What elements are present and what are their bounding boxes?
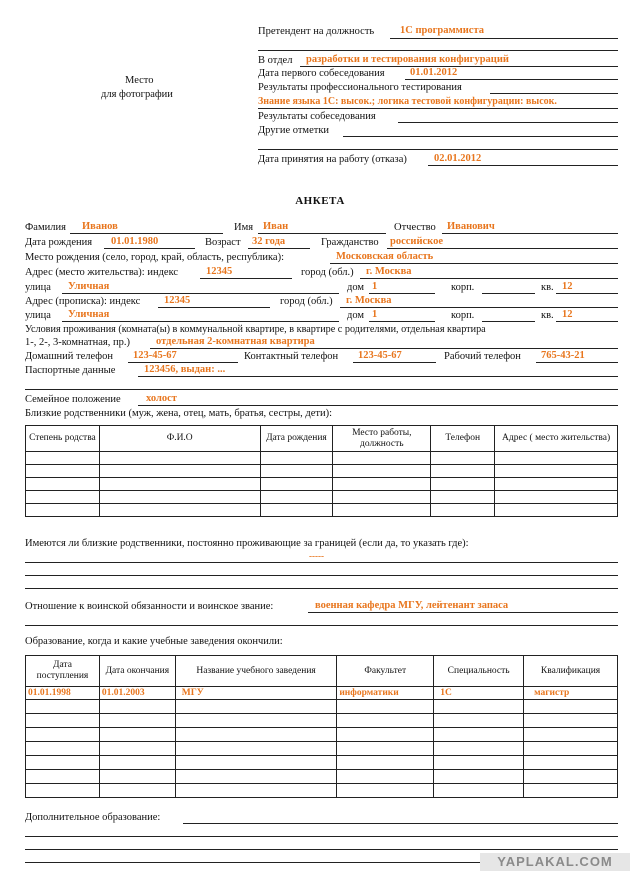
address-index-line bbox=[200, 278, 292, 279]
birthdate-value[interactable]: 01.01.1980 bbox=[111, 236, 159, 247]
birthplace-label: Место рождения (село, город, край, область, республика): bbox=[25, 252, 284, 263]
reg-index-value[interactable]: 12345 bbox=[164, 295, 191, 306]
additional-line-2 bbox=[25, 836, 618, 837]
rel-header-address: Адрес ( место жительства) bbox=[495, 426, 618, 452]
reg-city-line bbox=[340, 307, 618, 308]
dept-value[interactable]: разработки и тестирования конфигураций bbox=[306, 54, 509, 65]
blank-line-2 bbox=[258, 149, 618, 150]
dept-line bbox=[300, 66, 618, 67]
korp-label: корп. bbox=[451, 282, 475, 293]
edu-cell-name[interactable]: МГУ bbox=[175, 687, 337, 700]
reg-street-label: улица bbox=[25, 310, 51, 321]
table-row[interactable] bbox=[26, 478, 618, 491]
hire-date-value[interactable]: 02.01.2012 bbox=[434, 153, 482, 164]
birthdate-label: Дата рождения bbox=[25, 237, 93, 248]
abroad-line-3 bbox=[25, 588, 618, 589]
contact-phone-label: Контактный телефон bbox=[244, 351, 339, 362]
abroad-value[interactable]: ----- bbox=[309, 551, 324, 561]
other-notes-label: Другие отметки bbox=[258, 125, 330, 136]
marital-label: Семейное положение bbox=[25, 394, 121, 405]
table-row[interactable] bbox=[26, 452, 618, 465]
reg-house-value[interactable]: 1 bbox=[372, 309, 378, 320]
rel-header-phone: Телефон bbox=[431, 426, 495, 452]
rel-header-degree: Степень родства bbox=[26, 426, 100, 452]
birthplace-line bbox=[330, 263, 618, 264]
apt-line bbox=[556, 293, 618, 294]
living-label-2: 1-, 2-, 3-комнатная, пр.) bbox=[25, 337, 130, 348]
reg-city-value[interactable]: г. Москва bbox=[346, 295, 392, 306]
home-phone-value[interactable]: 123-45-67 bbox=[133, 350, 177, 361]
reg-street-line bbox=[62, 321, 339, 322]
table-row[interactable] bbox=[26, 784, 618, 798]
patronymic-value[interactable]: Иванович bbox=[447, 221, 495, 232]
apt-value[interactable]: 12 bbox=[562, 281, 573, 292]
military-line bbox=[308, 612, 618, 613]
reg-index-line bbox=[158, 307, 270, 308]
additional-line-1 bbox=[183, 823, 618, 824]
house-label: дом bbox=[347, 282, 365, 293]
testing-line-2 bbox=[258, 108, 618, 109]
relatives-table bbox=[25, 425, 618, 517]
abroad-label: Имеются ли близкие родственники, постоянно проживающие за границей (если да, то указать где): bbox=[25, 538, 469, 549]
interview-results-label: Результаты собеседования bbox=[258, 111, 376, 122]
city-label: город (обл.) bbox=[301, 267, 354, 278]
name-line bbox=[258, 233, 386, 234]
edu-cell-qualification[interactable]: магистр bbox=[524, 687, 618, 700]
watermark-logo: YAPLAKAL.COM bbox=[480, 853, 630, 871]
surname-line bbox=[70, 233, 223, 234]
home-phone-line bbox=[128, 362, 238, 363]
citizenship-line bbox=[387, 248, 618, 249]
living-label: Условия проживания (комната(ы) в коммунальной квартире, в квартире с родителями, отдельная квартира bbox=[25, 324, 486, 335]
education-label: Образование, когда и какие учебные заведения окончили: bbox=[25, 636, 283, 647]
street-line bbox=[62, 293, 339, 294]
address-label: Адрес (место жительства): индекс bbox=[25, 267, 179, 278]
reg-house-label: дом bbox=[347, 310, 365, 321]
photo-label-2: для фотографии bbox=[101, 89, 173, 100]
living-line bbox=[150, 348, 618, 349]
edu-header-qualification: Квалификация bbox=[524, 656, 618, 687]
reg-street-value[interactable]: Уличная bbox=[68, 309, 110, 320]
birthplace-value[interactable]: Московская область bbox=[336, 251, 434, 262]
table-row[interactable] bbox=[26, 491, 618, 504]
age-value[interactable]: 32 года bbox=[252, 236, 286, 247]
contact-phone-line bbox=[353, 362, 436, 363]
surname-value[interactable]: Иванов bbox=[82, 221, 118, 232]
first-interview-label: Дата первого собеседования bbox=[258, 68, 385, 79]
street-label: улица bbox=[25, 282, 51, 293]
birthdate-line bbox=[104, 248, 195, 249]
position-line bbox=[390, 38, 618, 39]
rel-header-birthdate: Дата рождения bbox=[260, 426, 333, 452]
edu-header-speciality: Специальность bbox=[434, 656, 524, 687]
citizenship-value[interactable]: российское bbox=[390, 236, 443, 247]
edu-cell-faculty[interactable]: информатики bbox=[337, 687, 434, 700]
abroad-line-1 bbox=[25, 562, 618, 563]
first-interview-line bbox=[405, 79, 618, 80]
citizenship-label: Гражданство bbox=[321, 237, 379, 248]
dept-label: В отдел bbox=[258, 55, 293, 66]
military-line-2 bbox=[25, 625, 618, 626]
form-title: АНКЕТА bbox=[295, 195, 345, 207]
position-value[interactable]: 1С программиста bbox=[400, 25, 485, 36]
name-label: Имя bbox=[234, 222, 254, 233]
patronymic-line bbox=[442, 233, 618, 234]
other-notes-line bbox=[343, 136, 618, 137]
testing-line bbox=[490, 93, 618, 94]
age-line bbox=[248, 248, 310, 249]
hire-date-label: Дата принятия на работу (отказа) bbox=[258, 154, 407, 165]
table-row[interactable] bbox=[26, 770, 618, 784]
house-line bbox=[369, 293, 435, 294]
city-line bbox=[360, 278, 618, 279]
marital-line bbox=[138, 405, 618, 406]
reg-apt-label: кв. bbox=[541, 310, 554, 321]
rel-header-work: Место работы, должность bbox=[333, 426, 431, 452]
reg-label: Адрес (прописка): индекс bbox=[25, 296, 141, 307]
abroad-line-2 bbox=[25, 575, 618, 576]
age-label: Возраст bbox=[205, 237, 241, 248]
edu-header-faculty: Факультет bbox=[337, 656, 434, 687]
rel-header-fio: Ф.И.О bbox=[99, 426, 260, 452]
contact-phone-value[interactable]: 123-45-67 bbox=[358, 350, 402, 361]
work-phone-value[interactable]: 765-43-21 bbox=[541, 350, 585, 361]
reg-apt-line bbox=[556, 321, 618, 322]
first-interview-value[interactable]: 01.01.2012 bbox=[410, 67, 458, 78]
street-value[interactable]: Уличная bbox=[68, 281, 110, 292]
passport-value[interactable]: 123456, выдан: ... bbox=[144, 364, 226, 375]
edu-cell-end[interactable]: 01.01.2003 bbox=[99, 687, 175, 700]
photo-label-1: Место bbox=[125, 75, 154, 86]
work-phone-label: Рабочий телефон bbox=[444, 351, 521, 362]
korp-line bbox=[482, 293, 535, 294]
testing-value[interactable]: Знание языка 1С: высок.; логика тестовой конфигурации: высок. bbox=[258, 96, 557, 107]
additional-line-3 bbox=[25, 849, 618, 850]
patronymic-label: Отчество bbox=[394, 222, 436, 233]
position-label: Претендент на должность bbox=[258, 26, 375, 37]
edu-header-name: Название учебного заведения bbox=[175, 656, 337, 687]
apt-label: кв. bbox=[541, 282, 554, 293]
surname-label: Фамилия bbox=[25, 222, 66, 233]
interview-results-line bbox=[398, 122, 618, 123]
relatives-label: Близкие родственники (муж, жена, отец, мать, братья, сестры, дети): bbox=[25, 408, 333, 419]
table-row[interactable] bbox=[26, 756, 618, 770]
table-row[interactable] bbox=[26, 700, 618, 714]
edu-cell-start[interactable]: 01.01.1998 bbox=[26, 687, 100, 700]
table-row[interactable] bbox=[26, 728, 618, 742]
edu-cell-speciality[interactable]: 1С bbox=[434, 687, 524, 700]
hire-date-line bbox=[428, 165, 618, 166]
city-value[interactable]: г. Москва bbox=[366, 266, 412, 277]
additional-label: Дополнительное образование: bbox=[25, 812, 161, 823]
blank-line-3 bbox=[25, 389, 618, 390]
living-value[interactable]: отдельная 2-комнатная квартира bbox=[156, 336, 315, 347]
passport-label: Паспортные данные bbox=[25, 365, 116, 376]
passport-line bbox=[138, 376, 618, 377]
work-phone-line bbox=[536, 362, 618, 363]
table-row[interactable] bbox=[26, 504, 618, 517]
testing-label: Результаты профессионального тестирования bbox=[258, 82, 462, 93]
marital-value[interactable]: холост bbox=[146, 393, 177, 404]
table-row[interactable] bbox=[26, 687, 618, 700]
blank-line-1 bbox=[258, 50, 618, 51]
table-row[interactable] bbox=[26, 714, 618, 728]
reg-korp-line bbox=[482, 321, 535, 322]
address-index-value[interactable]: 12345 bbox=[206, 266, 233, 277]
military-value[interactable]: военная кафедра МГУ, лейтенант запаса bbox=[315, 600, 509, 611]
house-value[interactable]: 1 bbox=[372, 281, 378, 292]
home-phone-label: Домашний телефон bbox=[25, 351, 113, 362]
name-value[interactable]: Иван bbox=[263, 221, 289, 232]
reg-house-line bbox=[369, 321, 435, 322]
military-label: Отношение к воинской обязанности и воинское звание: bbox=[25, 601, 274, 612]
reg-city-label: город (обл.) bbox=[280, 296, 333, 307]
reg-apt-value[interactable]: 12 bbox=[562, 309, 573, 320]
education-table bbox=[25, 655, 618, 798]
table-row[interactable] bbox=[26, 742, 618, 756]
edu-header-start: Дата поступления bbox=[26, 656, 100, 687]
table-row[interactable] bbox=[26, 465, 618, 478]
reg-korp-label: корп. bbox=[451, 310, 475, 321]
edu-header-end: Дата окончания bbox=[99, 656, 175, 687]
